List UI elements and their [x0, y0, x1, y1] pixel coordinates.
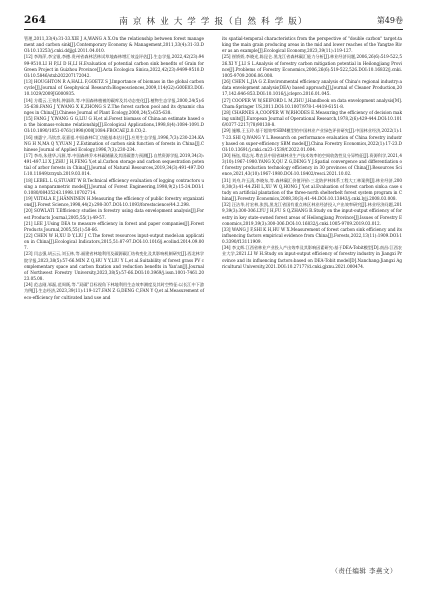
references-right-column [222, 36, 402, 270]
reference-item: [26] CHEN L,JIA G Z.Environmental efficiency analysis of China's regional industry:a data envelopment analysis(DEA) based approach[J].Journal of Cleaner Production,2017,142:846-853.DOI:10.1016/j.jclepro.2016.01.045. [222, 79, 402, 97]
reference-item: [31] 刘舟,许玉清,李晓东,等.森林碳汇价值评价:三北防护林体系工程大工林案例[J].林业经济,2008,30(3):41-44.ZHI L,XU W Q,HONG J Y,et al.Evaluation of forest carbon sink:a case study on artificial plantation of the three-north shelterbelt forest system program in China[J].Forestry Economics,2008,30(3):41-44.DOI:10.13843/j.cnki.lyjj.2008.03.008. [222, 177, 402, 202]
reference-item: [17] 李奇,朱建华,冯源,等.中国森林乔木林碳储量及其固碳潜力预测[J].自然资源学报,2019,34(3):491-497.LI X J,ZHU J H,FENG Y,et al.Carbon storage and carbon sequestration potential of arbor forests in China[J].Journal of Natural Resources,2019,34(3):491-497.DOI:10.11849/zrzyxb.2019.03.014. [24, 152, 204, 177]
reference-item: [16] 康惠宁,马钦彦,袁嘉祖.中国森林C汇功能基本估计[J].应用生态学报,1996,7(3):230-234.KANG H N,MA Q Y,YUAN J Z.Estimation of carbon sink function of forests in China[J].Chinese Journal of Applied Ecology,1996,7(3):230-234. [24, 134, 204, 152]
reference-item: [33] WANG J F,SHI K H,HU W X.Measurement of forest carbon sink efficiency and its influencing factors empirical evidence from China[J].Forests,2022,13(11):1909.DOI:10.3390/f13111909. [222, 226, 402, 245]
reference-item: [15] FANG J Y,WANG G G,LIU G H,et al.Forest biomass of China:an estimate based on the biomass-volume relationship[J].Ecological Applications,1998,8(4):1084-1091.DOI:10.1890/1051-0761(1998)008[1084:FBOCAE]2.0.CO;2. [24, 116, 204, 134]
reference-item: [12] 李海萍,李宝银,李德.贵州省森林活林试草地森林增汇效益评估[J].生态学报,2022,42(23):9499-9510.LI H P,LI D H,LI H.Evaluation of potential carbon sink benefits of Grain for Green Project in Guizhou Province[J].Acta Ecologica Sinica,2022,42(23):9499-9510.DOI:10.5846/stxb202207172042. [24, 54, 204, 78]
reference-item: [28] CHARNES A,COOPER W W,RHODES E.Measuring the efficiency of decision making units[J].European Journal of Operational Research,1978,2(6):429-444.DOI:10.1016/0377-2217(78)90138-8. [222, 109, 402, 128]
editor-note: （责任编辑 李燕文） [331, 567, 397, 575]
volume-label: 第49卷 [376, 16, 403, 25]
reference-item: [29] 施娜,王玉玲.基于超效率SBM模型的中国林业产业绿色评价研究[J].中国林业经济,2022(1):17-23.SHI Q,WANG Y L.Research on performance evaluation of China forestry industry based on super-efficiency SBM model[J].China Forestry Economics,2022(1):17-23.DOI:10.13691/j.cnki.cn23-1539/f.2022.01.004. [222, 128, 402, 152]
reference-item: [20] SOWLATI T.Efficiency studies in forestry using data envelopment analysis[J].Forest Products Journal,2005,55(1):49-57. [24, 208, 204, 220]
reference-item: [30] 杨钰,郑志光.粤农县中国省域林业生产技术效率的空间收敛性及分异特征[J].资源科学,2021,43(10):1967-1980.YANG X,QU Z G,DENG Y J.Spatial convergence and differentiation of forestry production technology efficiency in 30 provinces of China[J].Resources Science,2021,43(10):1967-1980.DOI:10.18402/resci.2021.10.02. [222, 152, 402, 177]
reference-item: [25] 崔娇娇,李晓光,陈昆仑.黑龙江省森林碳汇能力分析[J].林业经济问题,2006,26(6):519-522,526.XI Y J,LI S L.Analysis of forestry carbon mitigation potential in Heilongjiang Province[J].Problems of Forestry Economics,2006,26(6):519-522,526.DOI:10.16832/j.cnki.1005-9709.2006.06.008. [222, 54, 402, 78]
running-header [24, 13, 403, 30]
reference-item: [19] VIITALA E J,HÄNNINEN H.Measuring the efficiency of public forestry organizations[J].Forest Science,1998,44(2):298-307.DOI:10.1093/forestscience/44.2.298. [24, 196, 204, 208]
reference-item: [34] 李文辉.江西省林业产业投入产出效率及其影响因素研究:基于DEA-Tobit模型[D].南昌:江西农业大学,2021.LI W H.Study on input-output efficiency of forestry industry in Jiangxi Province and its influencing factors:based on DEA-Tobit model[D].Nanchang:Jiangxi Agricultural University,2021.DOI:10.27177/d.cnki.gjxnu.2021.000474. [222, 245, 402, 269]
reference-item: [23] 闫志强,胡云云,刘玉林,等.福建省林地利用及碳源碳汇结构变化及其影响机制研究[J].西北林学院学报,2023,38(5):57-66.MIN Z Q,HU Y Y,LIU Y L,et al.Suitability of forest grass PV complementary space and carbon fixation and reduction benefits in Yan'an[J].Journal of Northwest Forestry University,2023,38(5):57-66.DOI:10.3969/j.issn.1001-7461.2023.05.08. [24, 251, 204, 282]
reference-item: [21] LEE J.Using DEA to measure efficiency in forest and paper companies[J].Forest Products Journal,2005,55(1):58-66. [24, 220, 204, 232]
reference-item: [22] CHEN W H,XU D Y,LIU J C.The forest resources input-output model:an application in China[J].Ecological Indicators,2015,51:87-97.DOI:10.1016/j.ecolind.2014.09.007. [24, 233, 204, 251]
reference-item: [13] HOUGHTON R A,HALL F,GOETZ S J.Importance of biomass in the global carbon cycle[J].Journal of Geophysical Research:Biogeosciences,2009,114(G2):G00E03.DOI:10.1029/2009JG000935. [24, 79, 204, 97]
references-left-column [24, 36, 204, 301]
reference-item: [14] 方精云,王效科,钟淑珍,等.中国森林植被的碳库及其动态变化[J].植物生态学报,2000,24(5):635-638.FANG J Y,WANG X K,ZHONG S Z.The forest carbon pool and its dynamic changes in China[J].Chinese Journal of Plant Ecology,2000,24(5):635-638. [24, 97, 204, 115]
journal-title: 南 京 林 业 大 学 学 报（自 然 科 学 版） [119, 17, 308, 27]
reference-item: 管理,2011,33(4):31-33.XIE J A,WANG A X.On the relationship between forest management and carbon sink[J].Contemporary Economy & Management,2011,33(4):31-33.DOI:10.13253/j.cnki.ddjjgl.2011.04.010. [24, 36, 204, 54]
page-number: 264 [24, 14, 46, 26]
reference-item: [27] COOPER W W,SEIFORD L M,ZHU J.Handbook on data envelopment analysis[M].Cham:Springer US,2011.DOI:10.1007/978-1-4419-6151-8. [222, 97, 402, 109]
reference-item: [24] 范志刚,邹磊,范周既,等."双碳"目标视角下林地利用生态效率测度及其时空特征:以长江中下游为例[J].生态经济,2023,39(11):119-127.FAN Z G,DENG C,FAN Y Q,et al.Measurement of eco-efficiency for cultivated land use and [24, 282, 204, 300]
reference-item: its spatial-temporal characteristics from the perspective of "double carbon" target:taking the main grain producing areas in the mid and lower reaches of the Yangtze River as an example[J].Ecological Economy,2023,39(11):119-127. [222, 36, 402, 54]
reference-item: [18] LEBEL L G,STUART W B.Technical efficiency evaluation of logging contractors using a nonparametric model[J].Journal of Forest Engineering,1998,9(2):15-24.DOI:10.1080/08435243.1998.10702714. [24, 177, 204, 195]
reference-item: [32] 汪洁华,付宏林,张凯,黑龙江省国有重点林区林业经济投入产出效率研究[J].林业经济问题,2019,39(3):300-306.LYU J H,FU S Q,ZHANG B.Study on the input-output efficiency of forestry in key state-owned forest areas of Heilongjiang Province[J].Issues of Forestry Economics,2019,39(3):300-306.DOI:10.16832/j.cnki.1005-9709.2019.03.012. [222, 202, 402, 226]
